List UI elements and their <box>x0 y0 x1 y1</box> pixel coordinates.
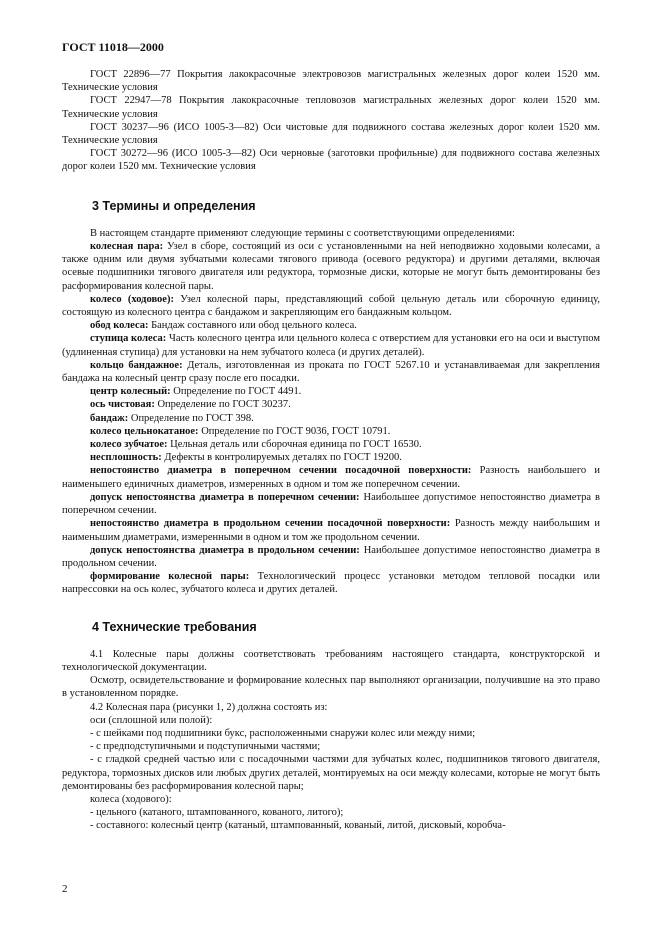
term-definition <box>62 293 600 319</box>
requirement-paragraph: - с гладкой средней частью или с посадочными частями для зубчатых колес, подшипников тягового двигателя, редуктора, тормозных дисков или любых других деталей, монтируемых на оси между колесами, которые не могут быть демонтированы без расформирования колесной пары; <box>62 754 600 792</box>
requirement-paragraph: - цельного (катаного, штампованного, кованого, литого); <box>90 807 344 819</box>
term-definition <box>62 359 600 385</box>
requirement-paragraph: колеса (ходового): <box>90 793 172 805</box>
term-definition <box>62 425 600 438</box>
requirement-paragraph: - с шейками под подшипники букс, расположенными снаружи колес или между ними; <box>90 727 476 739</box>
document-header: ГОСТ 11018—2000 <box>62 40 164 54</box>
term-definition <box>62 517 600 543</box>
term-definition <box>62 438 600 451</box>
term-definition <box>62 398 600 411</box>
term-text: Определение по ГОСТ 9036, ГОСТ 10791. <box>198 425 391 437</box>
section-4-body <box>62 648 600 833</box>
term-name: обод колеса: <box>90 320 149 332</box>
term-text: Бандаж составного или обод цельного колеса. <box>148 320 357 332</box>
term-text: Разность между наибольшим и наименьшим диаметрами, измеренными в одном и том же продольном сечении. <box>62 518 600 543</box>
term-definition <box>62 332 600 358</box>
term-name: непостоянство диаметра в поперечном сечении посадочной поверхности: <box>90 465 472 477</box>
section-3-heading: 3 Термины и определения <box>92 198 256 213</box>
term-name: колесо (ходовое): <box>90 293 174 305</box>
term-name: несплошность: <box>90 452 162 464</box>
term-name: кольцо бандажное: <box>90 359 183 371</box>
term-text: Определение по ГОСТ 398. <box>128 412 254 424</box>
term-name: ось чистовая: <box>90 399 155 411</box>
term-name: непостоянство диаметра в продольном сечении посадочной поверхности: <box>90 518 451 530</box>
reference-item: ГОСТ 30272—96 (ИСО 1005-3—82) Оси черновые (заготовки профильные) для подвижного состава железных дорог колеи 1520 мм. Технические условия <box>62 148 600 173</box>
requirement-paragraph: 4.1 Колесные пары должны соответствовать требованиям настоящего стандарта, конструкторской и технологической документации. <box>62 648 600 673</box>
term-name: формирование колесной пары: <box>90 571 250 583</box>
document-body <box>62 68 600 833</box>
requirement-paragraph: оси (сплошной или полой): <box>90 714 213 726</box>
term-text: Технологический процесс установки методом тепловой посадки или напрессовки на ось колес, зубчатого колеса и других деталей. <box>62 571 600 596</box>
requirement-paragraph: 4.2 Колесная пара (рисунки 1, 2) должна состоять из: <box>90 701 328 713</box>
requirement-paragraph: - составного: колесный центр (катаный, штампованный, кованый, литой, дисковый, коробча- <box>90 820 506 832</box>
term-name: допуск непостоянства диаметра в продольном сечении: <box>90 544 360 556</box>
term-name: колесная пара: <box>90 241 164 253</box>
term-text: Определение по ГОСТ 4491. <box>170 386 302 398</box>
reference-item: ГОСТ 22947—78 Покрытия лакокрасочные тепловозов магистральных железных дорог колеи 1520 мм. Технические условия <box>62 95 600 120</box>
reference-item: ГОСТ 22896—77 Покрытия лакокрасочные электровозов магистральных железных дорог колеи 1520 мм. Технические условия <box>62 69 600 94</box>
term-definition <box>62 319 600 332</box>
term-name: колесо зубчатое: <box>90 439 168 451</box>
reference-item: ГОСТ 30237—96 (ИСО 1005-3—82) Оси чистовые для подвижного состава железных дорог колеи 1520 мм. Технические условия <box>62 121 600 147</box>
term-definition <box>62 570 600 596</box>
term-text: Цельная деталь или сборочная единица по ГОСТ 16530. <box>167 439 422 451</box>
term-definition <box>62 385 600 398</box>
page-number: 2 <box>62 883 68 895</box>
term-text: Часть колесного центра или цельного колеса с отверстием для установки его на оси и выступом (удлиненная ступица) для установки на нем зубчатого колеса (и других деталей). <box>62 333 600 358</box>
requirement-paragraph: Осмотр, освидетельствование и формирование колесных пар выполняют организации, получившие на это право в установленном порядке. <box>62 675 600 700</box>
term-name: центр колесный: <box>90 386 171 398</box>
term-text: Деталь, изготовленная из проката по ГОСТ 5267.10 и устанавливаемая для закрепления бандажа на колесный центр сразу после его посадки. <box>62 359 600 385</box>
terms-list <box>62 240 600 596</box>
term-name: допуск непостоянства диаметра в поперечном сечении: <box>90 491 360 503</box>
section-4-heading: 4 Технические требования <box>92 619 257 634</box>
term-definition <box>62 491 600 517</box>
term-definition <box>62 544 600 570</box>
term-definition <box>62 451 600 464</box>
term-text: Наибольшее допустимое непостоянство диаметра в продольном сечении. <box>62 544 600 569</box>
term-name: колесо цельнокатаное: <box>90 425 199 437</box>
term-text: Узел в сборе, состоящий из оси с установленными на ней неподвижно ходовыми колесами, а также одним или двумя зубчатыми колесами тягового привода (осевого редуктора) и другими деталями, включая осевые подшипники тягового двигателя или редуктора, тормозные диски, которые не могут быть демонтированы без расформирования колесной пары. <box>62 241 600 292</box>
term-text: Наибольшее допустимое непостоянство диаметра в поперечном сечении. <box>62 491 600 517</box>
term-name: бандаж: <box>90 412 129 424</box>
term-text: Разность наибольшего и наименьшего единичных диаметров, измеренных в одном и том же поперечном сечении. <box>62 465 600 490</box>
term-definition <box>62 412 600 425</box>
requirement-paragraph: - с предподступичными и подступичными частями; <box>90 741 321 753</box>
section-3-intro: В настоящем стандарте применяют следующие термины с соответствующими определениями: <box>90 227 515 239</box>
term-text: Узел колесной пары, представляющий собой цельную деталь или сборочную единицу, состоящую из колесного центра с бандажом и закрепляющим его бандажным кольцом. <box>62 293 600 319</box>
term-text: Дефекты в контролируемых деталях по ГОСТ 19200. <box>161 452 402 464</box>
term-definition <box>62 240 600 293</box>
term-definition <box>62 464 600 490</box>
term-name: ступица колеса: <box>90 333 167 345</box>
term-text: Определение по ГОСТ 30237. <box>154 399 291 411</box>
